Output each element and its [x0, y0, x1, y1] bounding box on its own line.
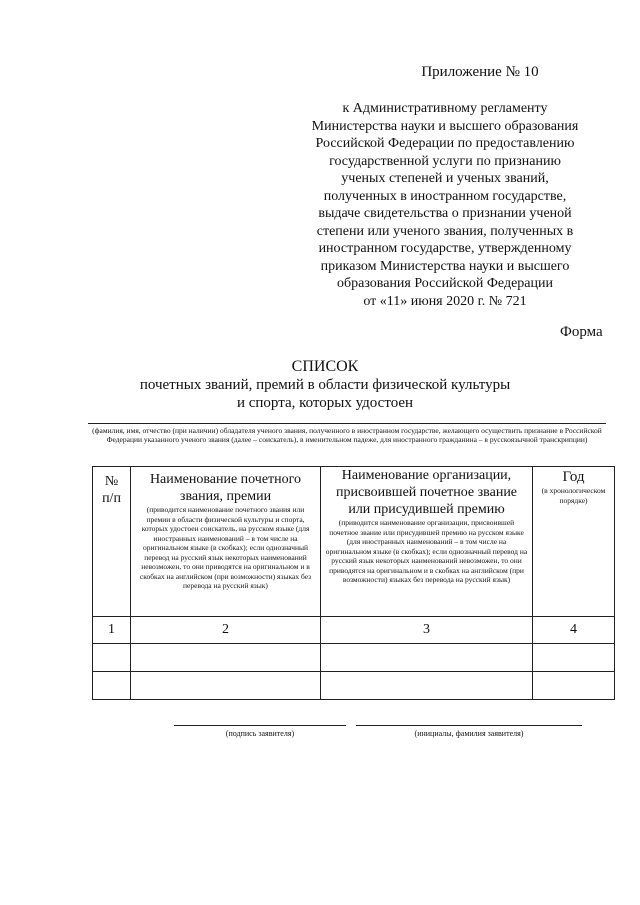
appendix-line: выдаче свидетельства о признании ученой	[318, 206, 572, 221]
applicant-initials-field[interactable]	[356, 725, 582, 726]
table-header-row	[93, 467, 615, 617]
table-row	[93, 644, 615, 672]
appendix-line: ученых степеней и ученых званий,	[341, 171, 549, 186]
column-number-row	[93, 617, 615, 644]
table-row	[93, 672, 615, 700]
form-label: Форма	[560, 324, 603, 340]
table-cell[interactable]	[533, 644, 615, 672]
header-main: Наименование организации, присвоившей почетное звание или присудившей премию	[335, 468, 518, 517]
appendix-line: иностранном государстве, утвержденному	[318, 241, 572, 256]
table-cell[interactable]	[93, 644, 131, 672]
appendix-line: приказом Министерства науки и высшего	[320, 258, 570, 274]
list-subtitle: и спорта, которых удостоен	[236, 395, 414, 411]
list-title: СПИСОК	[291, 358, 359, 375]
header-number	[93, 467, 131, 617]
signature-field[interactable]	[174, 725, 346, 726]
honors-table	[92, 466, 615, 700]
header-main: № п/п	[102, 474, 121, 506]
appendix-line: полученных в иностранном государстве,	[323, 188, 567, 204]
column-number: 2	[131, 617, 321, 644]
appendix-line: государственной услуги по признанию	[329, 153, 561, 169]
appendix-line: от «11» июня 2020 г. № 721	[363, 293, 527, 309]
column-number: 3	[321, 617, 533, 644]
table-cell[interactable]	[321, 672, 533, 700]
list-heading	[100, 358, 550, 412]
appendix-reference	[290, 100, 600, 310]
initials-caption: (инициалы, фамилия заявителя)	[414, 729, 524, 738]
table-cell[interactable]	[321, 644, 533, 672]
appendix-line: образования Российской Федерации	[337, 276, 553, 291]
signature-caption: (подпись заявителя)	[225, 729, 295, 738]
applicant-name-caption: (фамилия, имя, отчество (при наличии) обладателя ученого звания, полученного в иностранном государстве, желающего осуществить признание в Российской Федерации указанного ученого звания (далее – соискатель), в именительном падеже, для иностранного гражданина – в русскоязычной транскрипции)	[92, 426, 602, 444]
header-note: (приводится наименование почетного звания или премии в области физической культуры и спорта, которых удостоен соискатель, на русском языке (для иностранных наименований – в том числе на оригинальном языке (в скобках); если однозначный перевод на русский язык некоторых наименований невозможен, то они приводятся на оригинальном и в скобках на английском (при возможности) языках без перевода на русский язык)	[139, 505, 312, 590]
table-cell[interactable]	[93, 672, 131, 700]
appendix-line: Российской Федерации по предоставлению	[315, 136, 575, 151]
header-main: Год	[562, 469, 585, 485]
table-cell[interactable]	[533, 672, 615, 700]
column-number: 1	[93, 617, 131, 644]
table-cell[interactable]	[131, 672, 321, 700]
table-cell[interactable]	[131, 644, 321, 672]
appendix-line: Министерства науки и высшего образования	[311, 118, 579, 134]
header-main: Наименование почетного звания, премии	[149, 472, 302, 504]
header-note: (в хронологическом порядке)	[541, 486, 606, 505]
appendix-title: Приложение № 10	[421, 64, 539, 80]
appendix-line: степени или ученого звания, полученных в	[316, 223, 574, 239]
appendix-line: к Административному регламенту	[342, 101, 548, 116]
header-award-name	[131, 467, 321, 617]
header-organization	[321, 467, 533, 617]
header-year	[533, 467, 615, 617]
list-subtitle: почетных званий, премий в области физической культуры	[139, 377, 511, 393]
column-number: 4	[533, 617, 615, 644]
applicant-name-field[interactable]	[88, 423, 606, 424]
header-note: (приводится наименование организации, присвоившей почетное звание или присудившей премию на русском языке (для иностранных наименований – в том числе на оригинальном языке (в скобках); если однозначный перевод на русский язык некоторых наименований невозможен, то они приводятся на оригинальном и в скобках на английском (при возможности) языках без перевода на русский язык)	[325, 518, 528, 584]
